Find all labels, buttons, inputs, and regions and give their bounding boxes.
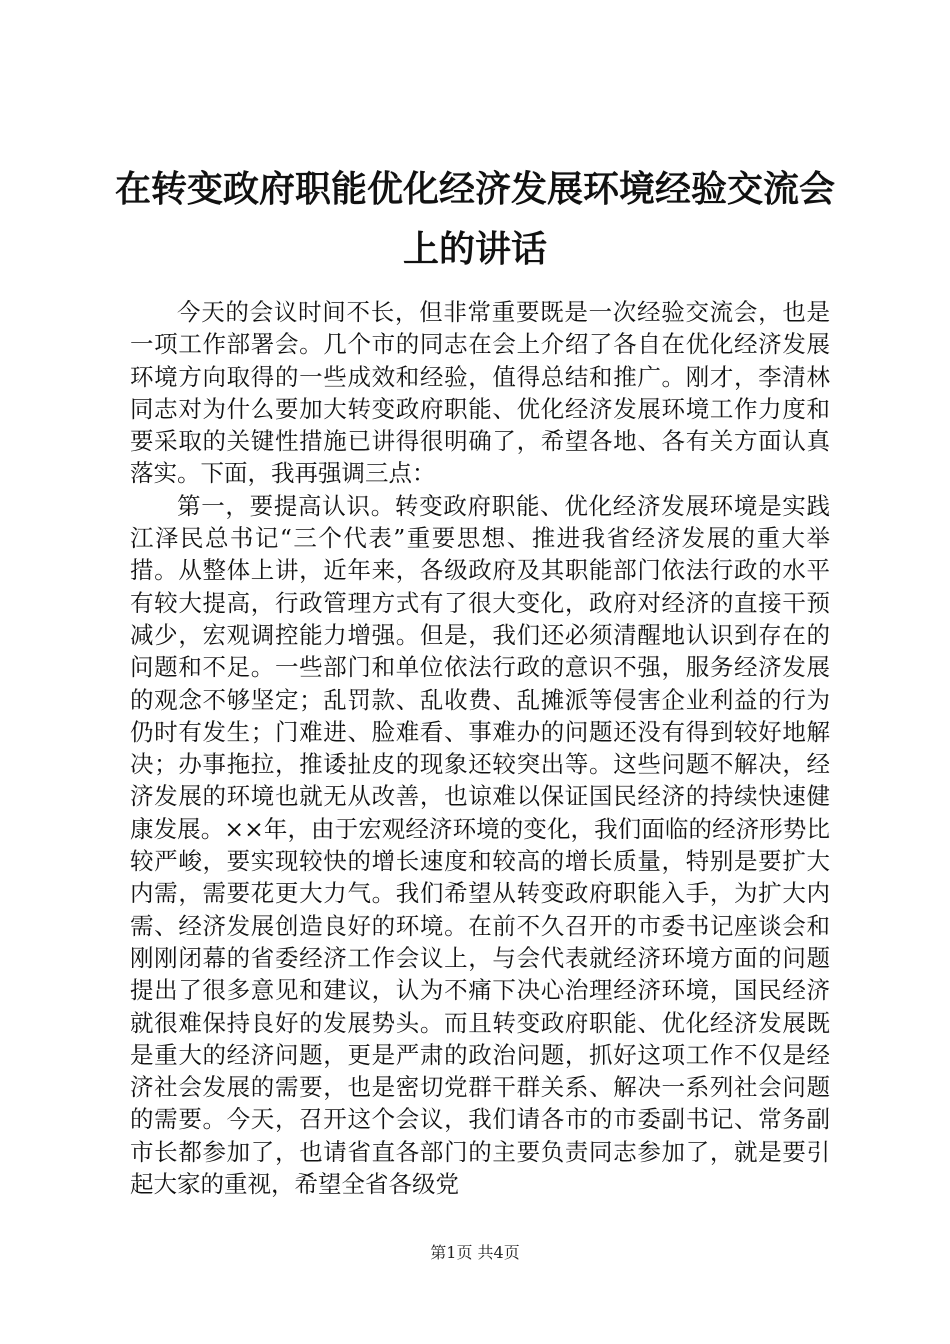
page-footer: 第1页 共4页 <box>430 1243 520 1262</box>
paragraph-2: 第一，要提高认识。转变政府职能、优化经济发展环境是实践江泽民总书记“三个代表”重要思想、推进我省经济发展的重大举措。从整体上讲，近年来，各级政府及其职能部门依法行政的水平有较大提高，行政管理方式有了很大变化，政府对经济的直接干预减少，宏观调控能力增强。但是，我们还必须清醒地认识到存在的问题和不足。一些部门和单位依法行政的意识不强，服务经济发展的观念不够坚定；乱罚款、乱收费、乱摊派等侵害企业利益的行为仍时有发生；门难进、脸难看、事难办的问题还没有得到较好地解决；办事拖拉，推诿扯皮的现象还较突出等。这些问题不解决，经济发展的环境也就无从改善，也谅难以保证国民经济的持续快速健康发展。××年，由于宏观经济环境的变化，我们面临的经济形势比较严峻，要实现较快的增长速度和较高的增长质量，特别是要扩大内需，需要花更大力气。我们希望从转变政府职能入手，为扩大内需、经济发展创造良好的环境。在前不久召开的市委书记座谈会和刚刚闭幕的省委经济工作会议上，与会代表就经济环境方面的问题提出了很多意见和建议，认为不痛下决心治理经济环境，国民经济就很难保持良好的发展势头。而且转变政府职能、优化经济发展既是重大的经济问题，更是严肃的政治问题，抓好这项工作不仅是经济社会发展的需要，也是密切党群干群关系、解决一系列社会问题的需要。今天，召开这个会议，我们请各市的市委副书记、常务副市长都参加了，也请省直各部门的主要负责同志参加了，就是要引起大家的重视，希望全省各级党 <box>130 491 830 1199</box>
paragraph-1: 今天的会议时间不长，但非常重要既是一次经验交流会，也是一项工作部署会。几个市的同志在会上介绍了各自在优化经济发展环境方向取得的一些成效和经验，值得总结和推广。刚才，李清林同志对为什么要加大转变政府职能、优化经济发展环境工作力度和要采取的关键性措施已讲得很明确了，希望各地、各有关方面认真落实。下面，我再强调三点： <box>130 298 830 488</box>
document-body <box>130 296 830 1200</box>
document-title: 在转变政府职能优化经济发展环境经验交流会上的讲话 <box>114 169 835 270</box>
